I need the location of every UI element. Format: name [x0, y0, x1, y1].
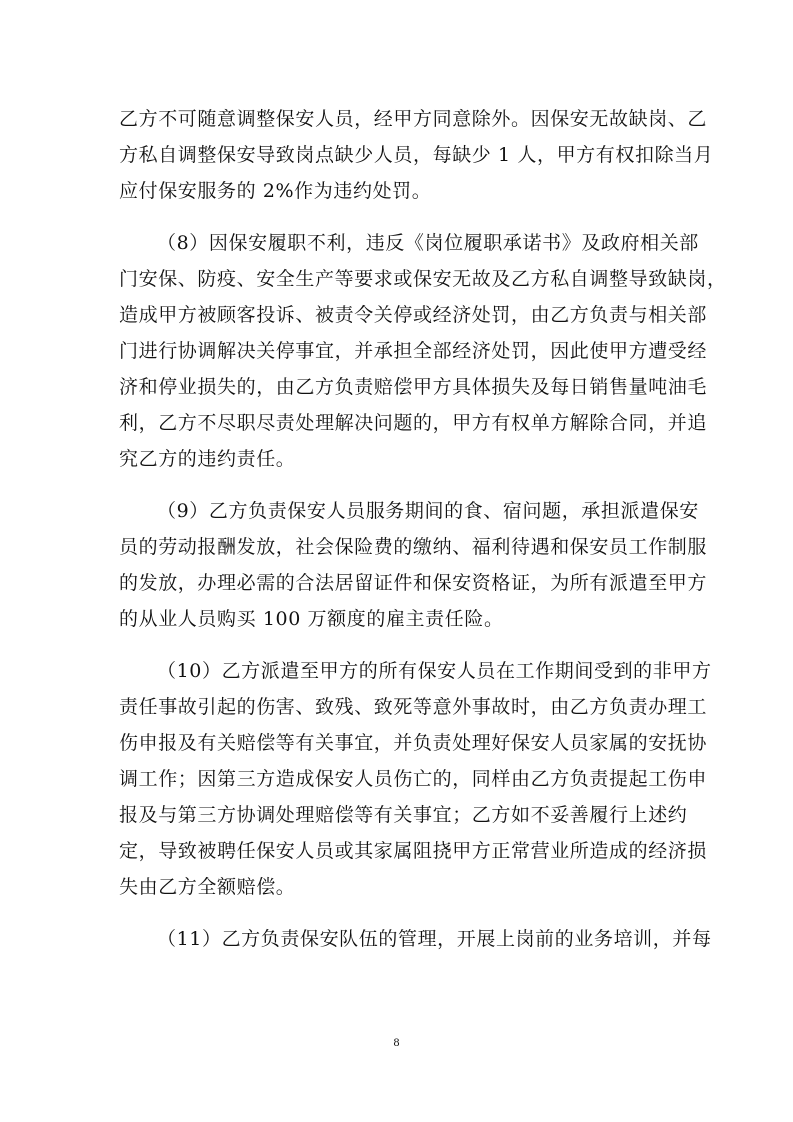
text-line: 造成甲方被顾客投诉、被责令关停或经济处罚，由乙方负责与相关部 [119, 304, 708, 326]
text-line: 定，导致被聘任保安人员或其家属阻挠甲方正常营业所造成的经济损 [119, 840, 708, 862]
text-line: 乙方不可随意调整保安人员，经甲方同意除外。因保安无故缺岗、乙 [119, 108, 708, 130]
text-line: 失由乙方全额赔偿。 [119, 876, 296, 898]
paragraph-10-start: （10）乙方派遣至甲方的所有保安人员在工作期间受到的非甲方 [157, 660, 712, 682]
text-line: 应付保安服务的 2%作为违约处罚。 [119, 180, 432, 202]
text-line: 责任事故引起的伤害、致残、致死等意外事故时，由乙方负责办理工 [119, 696, 708, 718]
paragraph-9-start: （9）乙方负责保安人员服务期间的食、宿问题，承担派遣保安 [157, 500, 699, 522]
text-line: 调工作；因第三方造成保安人员伤亡的，同样由乙方负责提起工伤申 [119, 768, 708, 790]
text-line: 利，乙方不尽职尽责处理解决问题的，甲方有权单方解除合同，并追 [119, 412, 708, 434]
text-line: 的发放，办理必需的合法居留证件和保安资格证，为所有派遣至甲方 [119, 572, 708, 594]
text-line: 济和停业损失的，由乙方负责赔偿甲方具体损失及每日销售量吨油毛 [119, 376, 708, 398]
text-line: 门进行协调解决关停事宜，并承担全部经济处罚，因此使甲方遭受经 [119, 340, 708, 362]
paragraph-11-start: （11）乙方负责保安队伍的管理，开展上岗前的业务培训，并每 [157, 928, 712, 950]
text-line: 员的劳动报酬发放，社会保险费的缴纳、福利待遇和保安员工作制服 [119, 536, 708, 558]
page-number: 8 [393, 1035, 400, 1049]
text-line: 报及与第三方协调处理赔偿等有关事宜；乙方如不妥善履行上述约 [119, 804, 688, 826]
text-line: 究乙方的违约责任。 [119, 448, 296, 470]
text-line: 的从业人员购买 100 万额度的雇主责任险。 [119, 608, 504, 630]
text-line: 门安保、防疫、安全生产等要求或保安无故及乙方私自调整导致缺岗， [119, 268, 727, 290]
paragraph-8-start: （8）因保安履职不利，违反《岗位履职承诺书》及政府相关部 [157, 232, 699, 254]
text-line: 方私自调整保安导致岗点缺少人员，每缺少 1 人，甲方有权扣除当月 [119, 144, 714, 166]
text-line: 伤申报及有关赔偿等有关事宜，并负责处理好保安人员家属的安抚协 [119, 732, 708, 754]
